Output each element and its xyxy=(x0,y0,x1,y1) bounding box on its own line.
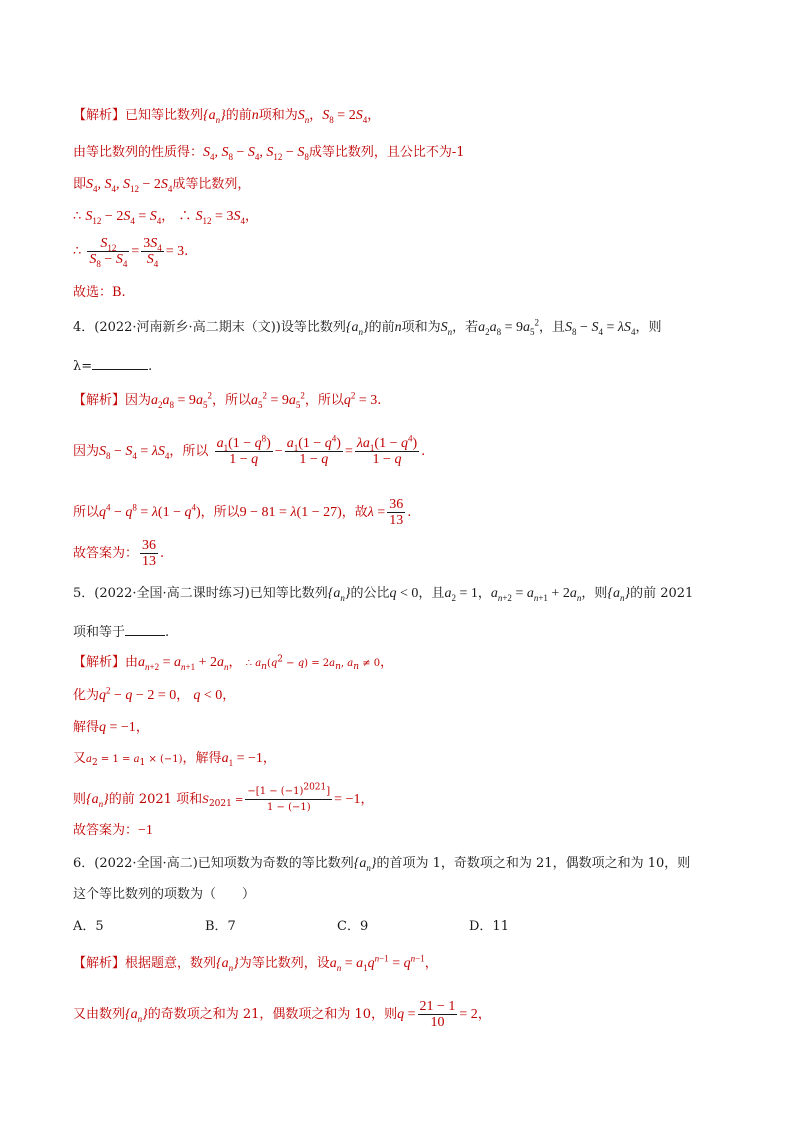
question-4-blank-line: λ= . xyxy=(73,355,152,376)
option-d[interactable]: D．11 xyxy=(469,919,509,934)
question-6-stem: 6．(2022·全国·高二)已知项数为奇数的等比数列$\{a_n\}$的首项为 1，奇数项之和为 21，偶数项之和为 10，则 xyxy=(73,856,691,873)
question-5-stem: 5．(2022·全国·高二课时练习)已知等比数列$\{a_n\}$的公比q < 0，且$a_2 = 1$，$a_{n+2} = a_{n+1} + 2a_n$，则$\{a_n\}$的前 2021 xyxy=(73,586,694,603)
question-6-options xyxy=(73,918,601,936)
question-5-blank-line: 项和等于 . xyxy=(73,621,169,642)
solution-line: 化为$q^2 - q - 2 = 0$， q < 0， xyxy=(73,685,236,703)
analysis-label: 【解析】 xyxy=(73,108,126,123)
solution-line: 【解析】已知等比数列$\{a_n\}$的前n项和为$S_n$，$S_8 = 2S_4$， xyxy=(73,108,381,125)
answer-blank xyxy=(125,621,165,636)
solution-line: 所以$q^4 - q^8 = \lambda(1 - q^4)$，所以9 − 81 = λ(1 − 27)，故λ = $\frac{36}{13}$ . xyxy=(73,497,412,528)
solution-line: 解得q = −1， xyxy=(73,720,149,735)
solution-line: 【解析】根据题意，数列$\{a_n\}$为等比数列，设$a_n = a_1q^{n-1} = q^{n-1}$， xyxy=(73,953,438,973)
answer-line: 故答案为：−1 xyxy=(73,823,153,838)
option-b[interactable]: B．7 xyxy=(205,919,236,934)
solution-line: 因为$S_8 - S_4 = \lambda S_4$，所以 $\frac{a_1(1 - q^8)}{1 - q}$ − $\frac{a_1(1 - q^4)}{1 - q}$ = $\frac{\lambda a_1(1 - q^4)}{1 - q}$ . xyxy=(73,433,426,467)
answer-line: 故答案为： $\frac{36}{13}$ . xyxy=(73,538,165,569)
answer-blank xyxy=(92,355,148,370)
solution-line: ∴ $S_{12} - 2S_4 = S_4$， ∴ $S_{12} = 3S_4$， xyxy=(73,209,258,226)
option-c[interactable]: C．9 xyxy=(337,919,369,934)
solution-line: 由等比数列的性质得：$S_4$, $S_8 - S_4$, $S_{12} - S_8$成等比数列，且公比不为-1 xyxy=(73,145,465,162)
solution-line: 又由数列$\{a_n\}$的奇数项之和为 21，偶数项之和为 10，则q = $\frac{21 - 1}{10}$ = 2， xyxy=(73,999,491,1030)
solution-line: 【解析】因为$a_2a_8 = 9a_5^2$，所以$a_5^2 = 9a_5^2$，所以$q^2 = 3$. xyxy=(73,390,382,410)
answer-line: 故选：B. xyxy=(73,285,126,300)
solution-line: 又$a_2 = 1 = a_1 \times (-1)$，解得$a_1 = -1$， xyxy=(73,751,276,768)
question-4-stem: 4．(2022·河南新乡·高二期末（文))设等比数列$\{a_n\}$的前n项和为$S_n$，若$a_2a_8 = 9a_5^2$，且$S_8 - S_4 = \lambda S_4$，则 xyxy=(73,317,662,337)
solution-line: 则$\{a_n\}$的前 2021 项和$S_{2021}$ = $\frac{-[1 - (-1)^{2021}]}{1 - (-1)}$ = −1， xyxy=(73,782,374,813)
solution-line: 即$S_4$, $S_4$, $S_{12} - 2S_4$成等比数列， xyxy=(73,177,251,194)
question-6-stem-cont: 这个等比数列的项数为（ ） xyxy=(73,887,256,902)
solution-line: ∴ $\frac{S_{12}}{S_8 - S_4}$ = $\frac{3S_4}{S_4}$ = 3. xyxy=(73,236,189,269)
option-a[interactable]: A．5 xyxy=(73,919,104,934)
solution-line: 【解析】由$a_{n+2} = a_{n+1} + 2a_n$， ∴ $a_n(q^2 - q) = 2a_n$, $a_n \ne 0$， xyxy=(73,654,394,672)
